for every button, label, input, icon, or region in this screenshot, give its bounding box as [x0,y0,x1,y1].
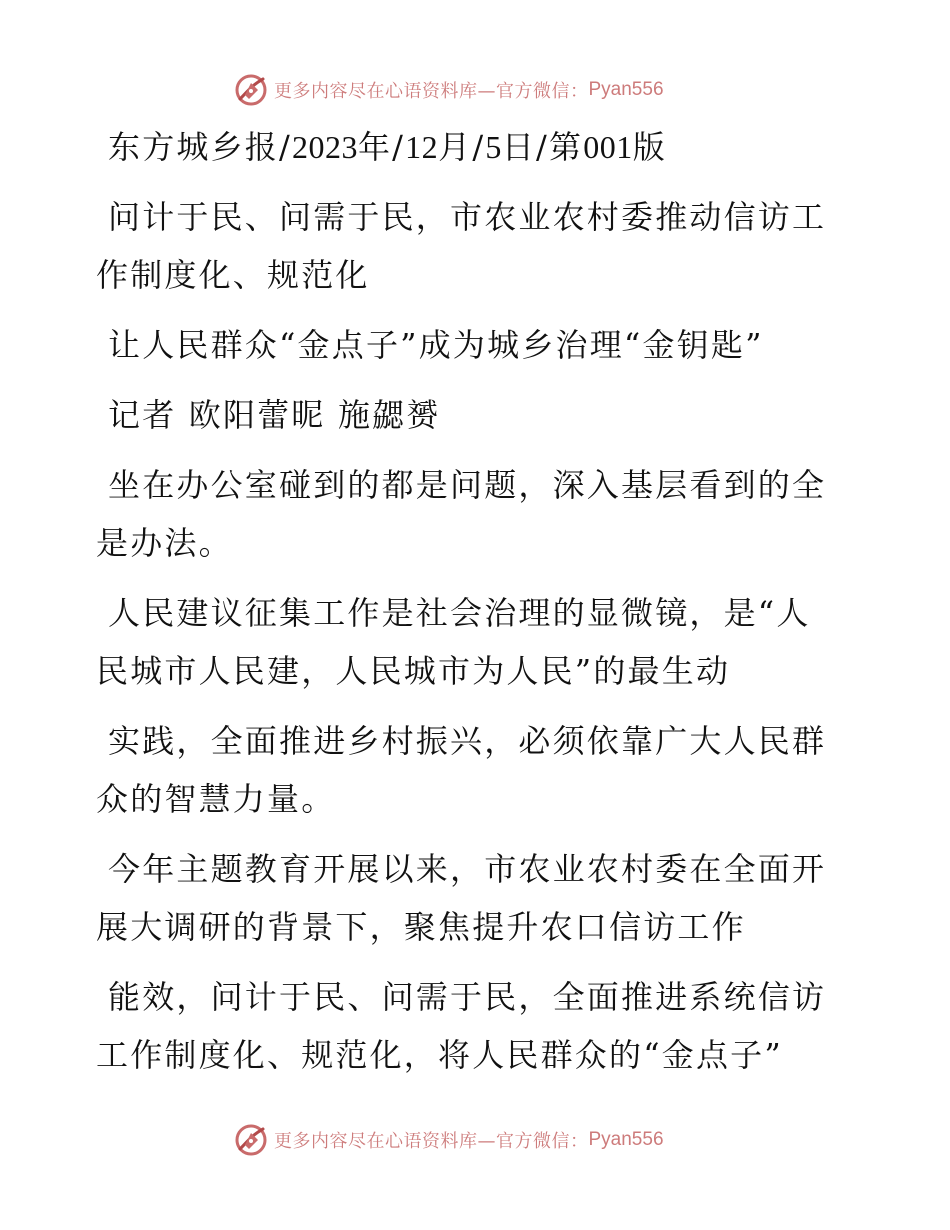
paragraph-2-line-2: 民城市人民建，人民城市为人民”的最生动 [96,652,731,690]
headline-line-2: 作制度化、规范化 [96,256,370,294]
pen-nib-circle-icon [234,73,268,107]
paragraph-4-line-1: 今年主题教育开展以来，市农业农村委在全面开 [108,850,827,888]
dateline [96,118,836,176]
spacer [96,176,836,188]
watermark-wechat-id: Pyan556 [588,1129,664,1150]
dateline-day-unit: 日/第 [501,128,584,166]
watermark-text: 更多内容尽在心语资料库—官方微信： [274,1131,589,1152]
paragraph-3-line-1: 实践，全面推进乡村振兴，必须依靠广大人民群 [108,722,827,760]
spacer [96,700,836,712]
subheadline: 让人民群众“金点子”成为城乡治理“金钥匙” [108,326,764,364]
watermark-footer [234,1122,664,1158]
byline: 记者 欧阳蕾昵 施勰赟 [108,396,441,434]
dateline-page-unit: 版 [632,128,667,166]
dateline-month-unit: 月/ [438,128,486,166]
dateline-year: 2023 [291,129,358,165]
dateline-page: 001 [583,129,633,165]
spacer [96,572,836,584]
paragraph-1-line-2: 是办法。 [96,524,233,562]
watermark-text: 更多内容尽在心语资料库—官方微信： [274,81,589,102]
spacer [96,304,836,316]
paragraph-5-line-1: 能效，问计于民、问需于民，全面推进系统信访 [108,978,827,1016]
spacer [96,828,836,840]
article [96,118,836,1084]
pen-nib-circle-icon [234,1123,268,1157]
dateline-year-unit: 年/ [357,128,406,166]
watermark-header [234,72,664,108]
spacer [96,444,836,456]
dateline-month: 12 [405,129,439,165]
watermark-wechat-id: Pyan556 [588,79,664,100]
paragraph-4-line-2: 展大调研的背景下，聚焦提升农口信访工作 [96,908,746,946]
dateline-paper: 东方城乡报/ [108,128,292,166]
headline-line-1: 问计于民、问需于民，市农业农村委推动信访工 [108,198,827,236]
paragraph-5-line-2: 工作制度化、规范化，将人民群众的“金点子” [96,1036,783,1074]
paragraph-3-line-2: 众的智慧力量。 [96,780,336,818]
spacer [96,374,836,386]
spacer [96,956,836,968]
paragraph-1-line-1: 坐在办公室碰到的都是问题，深入基层看到的全 [108,466,827,504]
dateline-day: 5 [485,129,502,165]
paragraph-2-line-1: 人民建议征集工作是社会治理的显微镜，是“人 [108,594,811,632]
